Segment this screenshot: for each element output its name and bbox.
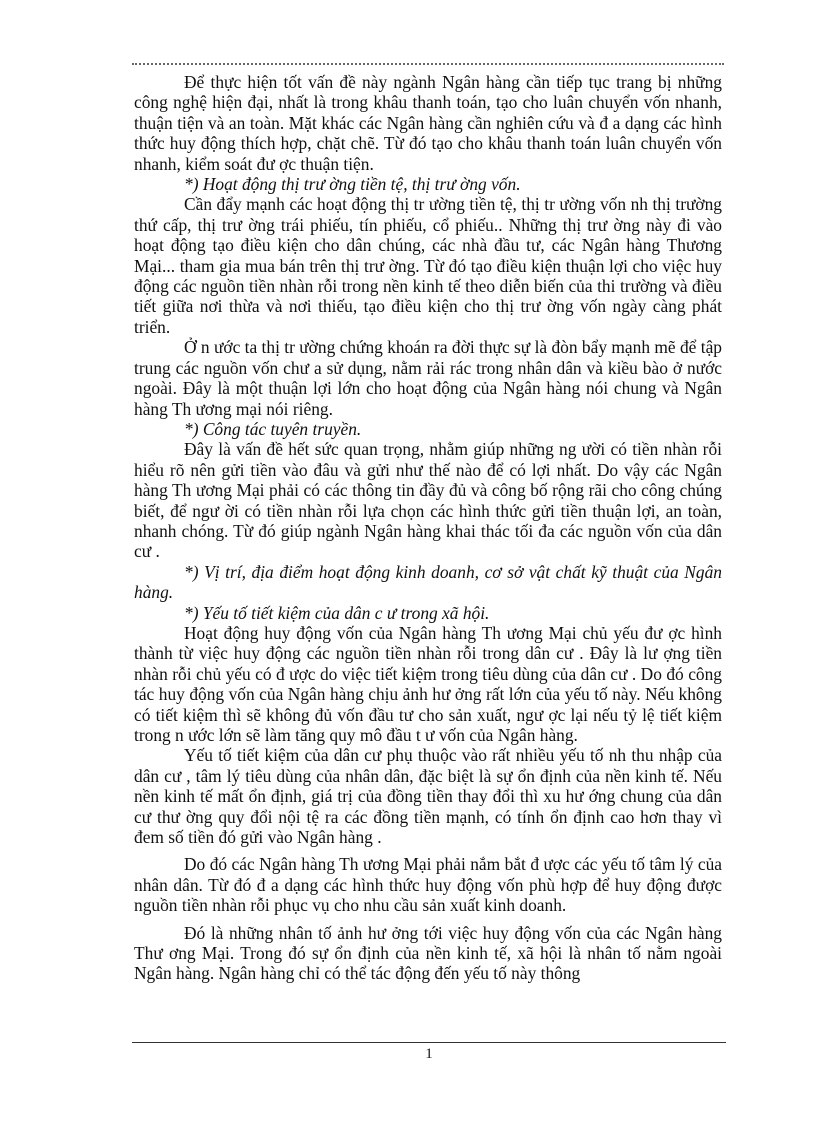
page-number: 1 (425, 1046, 433, 1062)
header-rule (132, 63, 724, 65)
section-heading: *) Vị trí, địa điểm hoạt động kinh doanh, cơ sở vật chất kỹ thuật của Ngân hàng. (134, 561, 722, 603)
paragraph: Ở n ước ta thị tr ường chứng khoán ra đời thực sự là đòn bẩy mạnh mẽ để tập trung các nguồn vốn chư a sử dụng, nằm rải rác trong nhân dân và kiều bào ở nước ngoài. Đây là một thuận lợi lớn cho hoạt động của Ngân hàng nói chung và Ngân hàng Th ương mại nói riêng. (134, 337, 722, 419)
paragraph: Do đó các Ngân hàng Th ương Mại phải nắm bắt đ ược các yếu tố tâm lý của nhân dân. Từ đó đ a dạng các hình thức huy động vốn phù hợp để huy động được nguồn tiền nhàn rỗi phục vụ cho nhu cầu sản xuất kinh doanh. (134, 854, 722, 916)
paragraph: Hoạt động huy động vốn của Ngân hàng Th ương Mại chủ yếu đư ợc hình thành từ việc huy động các nguồn tiền nhàn rỗi trong dân cư . Đây là lư ợng tiền nhàn rỗi chủ yếu có đ ược do việc tiết kiệm trong tiêu dùng của dân cư . Do đó công tác huy động vốn của Ngân hàng chịu ảnh hư ởng rất lớn của yếu tố này. Nếu không có tiết kiệm thì sẽ không đủ vốn đầu tư cho sản xuất, ngư ợc lại nếu tỷ lệ tiết kiệm trong n ước lớn sẽ làm tăng quy mô đầu t ư vốn của Ngân hàng. (134, 622, 722, 745)
section-heading: *) Hoạt động thị trư ờng tiền tệ, thị trư ờng vốn. (184, 174, 521, 195)
paragraph: Đó là những nhân tố ảnh hư ởng tới việc huy động vốn của các Ngân hàng Thư ơng Mại. Trong đó sự ổn định của nền kinh tế, xã hội là nhân tố nằm ngoài Ngân hàng. Ngân hàng chỉ có thể tác động đến yếu tố này thông (134, 922, 722, 984)
paragraph: Cần đẩy mạnh các hoạt động thị tr ường tiền tệ, thị tr ường vốn nh thị trường thứ cấp, thị trư ờng trái phiếu, tín phiếu, cổ phiếu.. Những thị trư ờng này đi vào hoạt động tạo điều kiện cho dân chúng, các nhà đầu tư, các Ngân hàng Thương Mại... tham gia mua bán trên thị trư ờng. Từ đó tạo điều kiện thuận lợi cho việc huy động các nguồn tiền nhàn rỗi trong nền kinh tế theo diễn biến của thi trường và điều tiết giữa nơi thừa và nơi thiếu, tạo điều kiện cho thị trư ờng vốn ngày càng phát triển. (134, 194, 722, 337)
document-body (134, 72, 722, 984)
paragraph: Đây là vấn đề hết sức quan trọng, nhằm giúp những ng ười có tiền nhàn rỗi hiểu rõ nên gửi tiền vào đâu và gửi như thế nào để có lợi nhất. Do vậy các Ngân hàng Th ương Mại phải có các thông tin đầy đủ và công bố rộng rãi cho công chúng biết, để ngư ời có tiền nhàn rỗi lựa chọn các hình thức gửi tiền thuận lợi, an toàn, nhanh chóng. Từ đó giúp ngành Ngân hàng khai thác tối đa các nguồn vốn của dân cư . (134, 439, 722, 562)
footer-rule (132, 1042, 726, 1043)
paragraph: Để thực hiện tốt vấn đề này ngành Ngân hàng cần tiếp tục trang bị những công nghệ hiện đại, nhất là trong khâu thanh toán, tạo cho luân chuyển vốn nhanh, thuận tiện và an toàn. Mặt khác các Ngân hàng cần nghiên cứu và đ a dạng các hình thức huy động thích hợp, chặt chẽ. Từ đó tạo cho khâu thanh toán luân chuyển vốn nhanh, kiểm soát đư ợc thuận tiện. (134, 72, 722, 174)
section-heading: *) Công tác tuyên truyền. (184, 418, 362, 439)
section-heading: *) Yếu tố tiết kiệm của dân c ư trong xã hội. (184, 602, 490, 623)
paragraph: Yếu tố tiết kiệm của dân cư phụ thuộc vào rất nhiều yếu tố nh thu nhập của dân cư , tâm lý tiêu dùng của nhân dân, đặc biệt là sự ổn định của nền kinh tế. Nếu nền kinh tế mất ổn định, giá trị của đồng tiền thay đổi thì xu hư ớng chung của dân cư thư ờng quy đổi nội tệ ra các đồng tiền mạnh, có tính ổn định cao hơn thay vì đem số tiền đó gửi vào Ngân hàng . (134, 745, 722, 848)
